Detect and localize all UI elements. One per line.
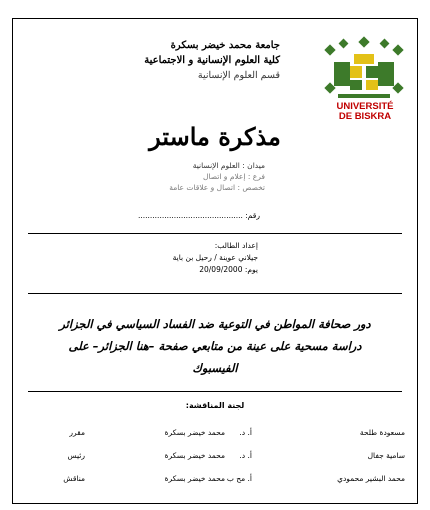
prepared-label: إعداد الطالب: [214,241,258,250]
divider-top [28,233,402,234]
logo-caption [318,102,412,122]
member-university: محمد خيضر بسكرة [164,474,225,483]
field-info [169,160,265,193]
thesis-title-line1: دور صحافة المواطن في التوعية ضد الفساد السياسي في الجزائر [59,317,371,331]
thesis-title-line2: دراسة مسحية على عينة من متابعي صفحة –هنا الجزائر– على [68,339,362,353]
department-name: قسم العلوم الإنسانية [197,70,280,81]
field-domain: ميدان : العلوم الإنسانية [192,161,265,170]
student-names: جيلاني عوينة / رحيل بن باية [172,253,258,262]
committee-row [0,428,430,442]
thesis-title-line3: الفيسبوك [192,361,238,375]
faculty-name: كلية العلوم الإنسانية و الاجتماعية [144,55,280,66]
logo-caption-line1: UNIVERSITÉ [336,101,394,112]
document-number: رقم: ............................................ [137,211,260,220]
member-role: مناقش [63,474,85,483]
committee-row [0,451,430,465]
committee-row [0,474,430,488]
logo-caption-line2: DE BISKRA [338,111,392,122]
university-name: جامعة محمد خيضر بسكرة [170,40,280,51]
defense-date: يوم: 20/09/2000 [199,265,258,274]
committee-heading: لجنة المناقشة: [185,401,245,410]
document-title: مذكرة ماستر [149,122,281,151]
member-university: محمد خيضر بسكرة [164,428,225,437]
member-rank: أ. مح ب [226,474,252,483]
thesis-title [40,313,390,379]
member-name: مسعودة طلحة [359,428,405,437]
member-rank: أ. د. [239,428,252,437]
field-specialty: تخصص : اتصال و علاقات عامة [169,183,265,192]
member-name: سامية جفال [367,451,405,460]
member-university: محمد خيضر بسكرة [164,451,225,460]
prepared-by [173,240,258,276]
member-name: محمد البشير محمودي [337,474,405,483]
divider-bottom [28,391,402,392]
member-role: مقرر [69,428,85,437]
divider-middle [28,293,402,294]
member-role: رئيس [67,451,85,460]
field-branch: فرع : إعلام و اتصال [203,172,265,181]
member-rank: أ. د. [239,451,252,460]
institution-header [144,38,280,83]
